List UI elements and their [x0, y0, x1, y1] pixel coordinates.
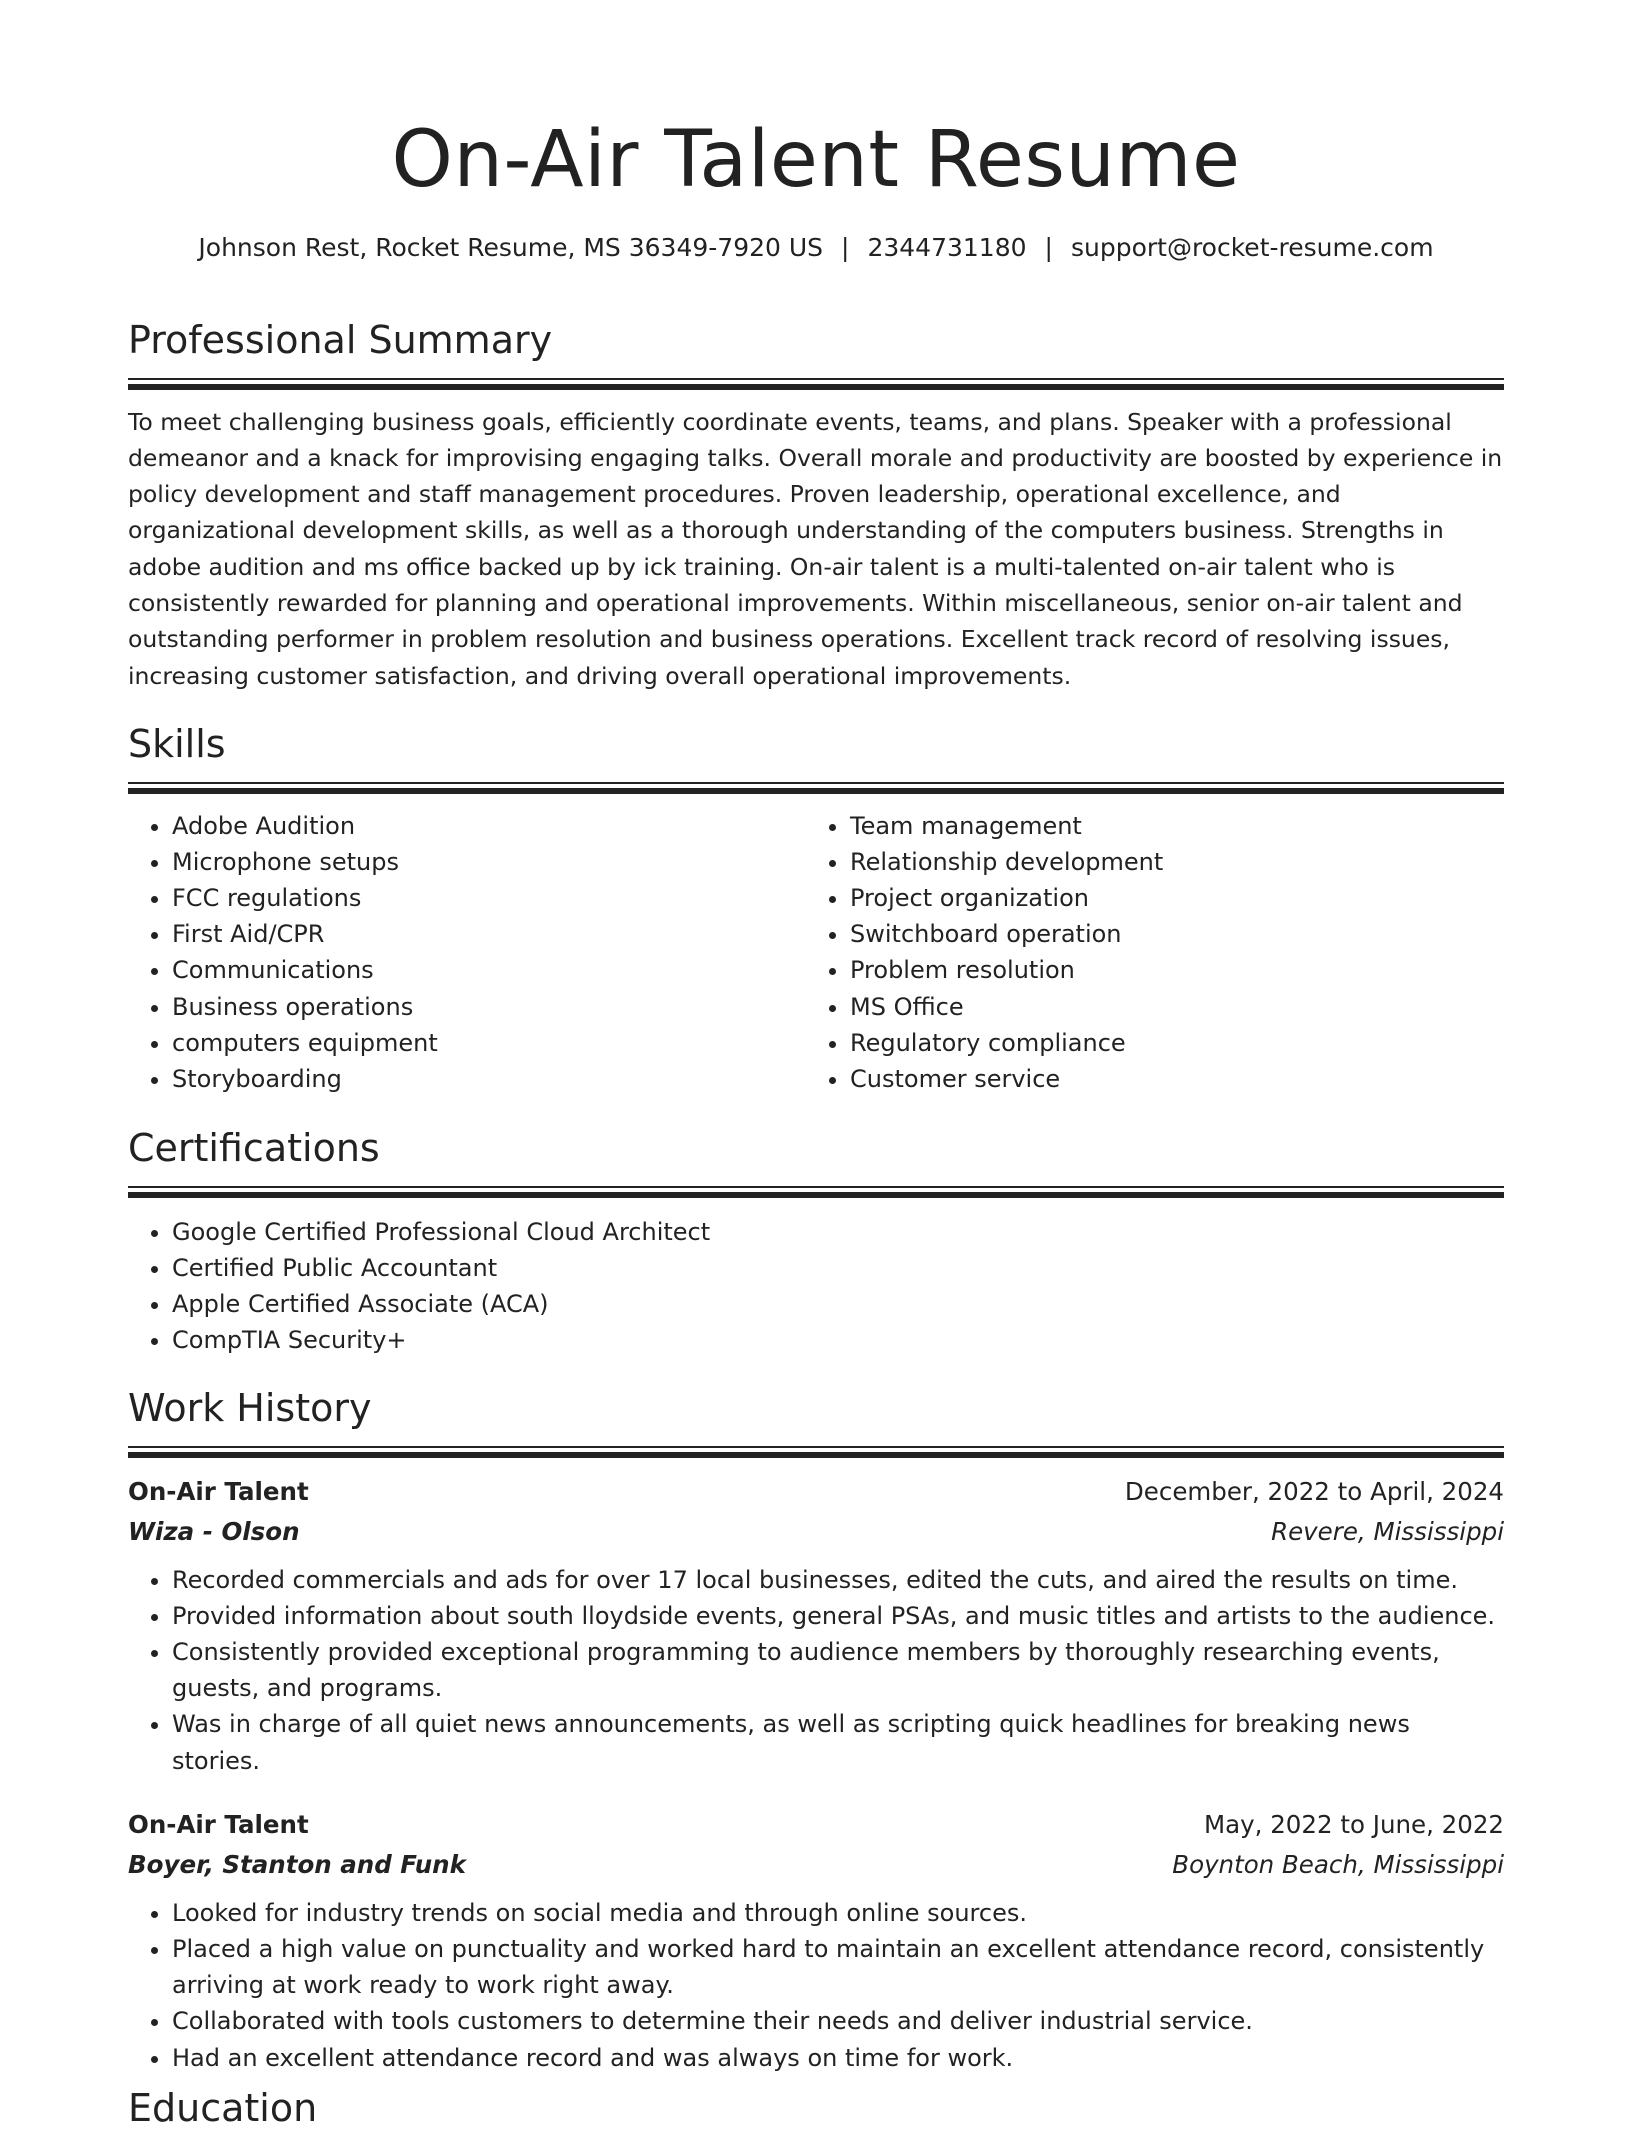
job-location: Boynton Beach, Mississippi [1172, 1849, 1504, 1879]
skill-item: • Regulatory compliance [850, 1025, 1484, 1061]
job-header [128, 1472, 1504, 1512]
section-divider [128, 378, 1504, 390]
job-header [128, 1805, 1504, 1845]
job-bullet: • Consistently provided exceptional programming to audience members by thoroughly researching events, guests, and programs. [172, 1634, 1504, 1706]
skill-item: • Adobe Audition [172, 808, 806, 844]
resume-title: On-Air Talent Resume [391, 115, 1241, 205]
skill-item: • Storyboarding [172, 1061, 806, 1097]
job-bullet: • Collaborated with tools customers to determine their needs and deliver industrial service. [172, 2003, 1504, 2039]
skill-item: • Team management [850, 808, 1484, 844]
skills-heading: Skills [128, 722, 226, 766]
certification-item: • CompTIA Security+ [172, 1322, 1504, 1358]
job-bullet: • Had an excellent attendance record and was always on time for work. [172, 2040, 1504, 2076]
job-location: Revere, Mississippi [1271, 1516, 1504, 1546]
certification-item: • Google Certified Professional Cloud Architect [172, 1214, 1504, 1250]
job-dates: May, 2022 to June, 2022 [1203, 1809, 1504, 1839]
certifications-heading: Certifications [128, 1126, 380, 1170]
contact-line [128, 232, 1504, 265]
job-title: On-Air Talent [128, 1476, 309, 1506]
job-dates: December, 2022 to April, 2024 [1124, 1476, 1504, 1506]
summary-heading: Professional Summary [128, 318, 553, 362]
summary-section [128, 318, 1504, 717]
job-bullet: • Was in charge of all quiet news announcements, as well as scripting quick headlines for breaking news stories. [172, 1706, 1504, 1778]
skill-item: • MS Office [850, 989, 1484, 1025]
education-heading: Education [128, 2086, 318, 2130]
contact-separator: | [1044, 232, 1053, 262]
skill-item: • Communications [172, 952, 806, 988]
job-entry [128, 1805, 1504, 2076]
skill-item: • Microphone setups [172, 844, 806, 880]
job-subheader [128, 1845, 1504, 1885]
section-divider [128, 782, 1504, 794]
skill-item: • FCC regulations [172, 880, 806, 916]
skills-list-left [128, 808, 806, 1098]
section-divider [128, 1186, 1504, 1198]
job-company: Wiza - Olson [128, 1516, 300, 1546]
certifications-list [128, 1214, 1504, 1359]
contact-phone: 2344731180 [867, 232, 1027, 262]
skill-item: • Problem resolution [850, 952, 1484, 988]
job-bullet: • Looked for industry trends on social media and through online sources. [172, 1895, 1504, 1931]
skill-item: • Customer service [850, 1061, 1484, 1097]
job-bullet: • Provided information about south lloydside events, general PSAs, and music titles and artists to the audience. [172, 1598, 1504, 1634]
education-section [128, 2086, 1504, 2132]
skills-list-right [806, 808, 1484, 1098]
section-divider [128, 1446, 1504, 1458]
skills-section [128, 722, 1504, 1097]
certification-item: • Certified Public Accountant [172, 1250, 1504, 1286]
job-bullets [128, 1562, 1504, 1779]
job-bullet: • Placed a high value on punctuality and worked hard to maintain an excellent attendance record, consistently arriving at work ready to work right away. [172, 1931, 1504, 2003]
contact-address: Johnson Rest, Rocket Resume, MS 36349-7920 US [198, 232, 824, 262]
contact-separator: | [841, 232, 850, 262]
job-bullet: • Recorded commercials and ads for over 17 local businesses, edited the cuts, and aired the results on time. [172, 1562, 1504, 1598]
job-title: On-Air Talent [128, 1809, 309, 1839]
job-company: Boyer, Stanton and Funk [128, 1849, 466, 1879]
job-entry [128, 1472, 1504, 1779]
work-history-section [128, 1386, 1504, 2076]
job-subheader [128, 1512, 1504, 1552]
work-history-heading: Work History [128, 1386, 372, 1430]
certifications-section [128, 1126, 1504, 1358]
skill-item: • Relationship development [850, 844, 1484, 880]
job-bullets [128, 1895, 1504, 2076]
skill-item: • computers equipment [172, 1025, 806, 1061]
skill-item: • Project organization [850, 880, 1484, 916]
skill-item: • Switchboard operation [850, 916, 1484, 952]
contact-email: support@rocket-resume.com [1070, 232, 1434, 262]
skills-grid [128, 808, 1504, 1098]
skill-item: • Business operations [172, 989, 806, 1025]
skill-item: • First Aid/CPR [172, 916, 806, 952]
certification-item: • Apple Certified Associate (ACA) [172, 1286, 1504, 1322]
summary-text: To meet challenging business goals, efficiently coordinate events, teams, and plans. Speaker with a professional demeanor and a knack for improvising engaging talks. Overall morale and productivity are boosted by experience in policy development and staff management procedures. Proven leadership, operational excellence, and organizational development skills, as well as a thorough understanding of the computers business. Strengths in adobe audition and ms office backed up by ick training. On-air talent is a multi-talented on-air talent who is consistently rewarded for planning and operational improvements. Within miscellaneous, senior on-air talent and outstanding performer in problem resolution and business operations. Excellent track record of resolving issues, increasing customer satisfaction, and driving overall operational improvements. [128, 407, 1503, 690]
